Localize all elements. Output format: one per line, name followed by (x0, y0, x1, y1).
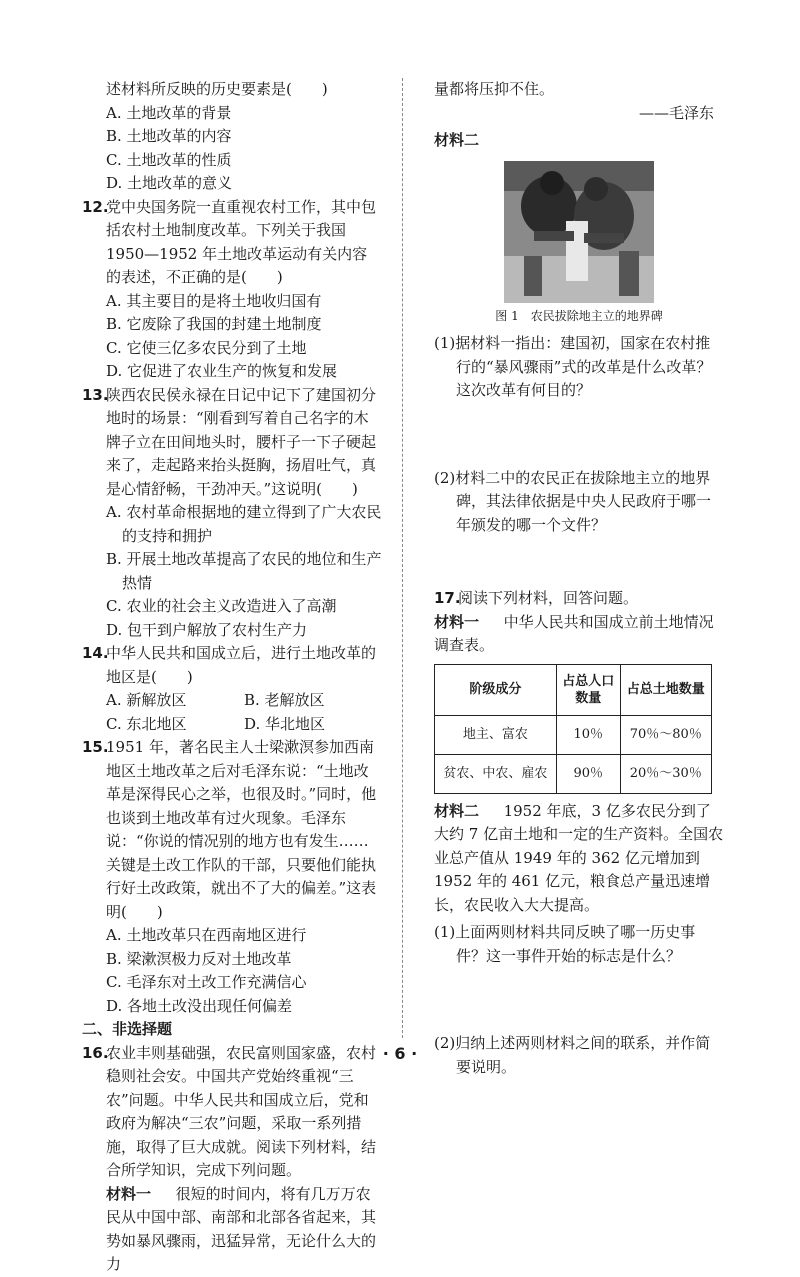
land-survey-table (434, 664, 712, 794)
material-2-label: 材料二 (434, 131, 480, 149)
q11-option-b: B. 土地改革的内容 (106, 127, 232, 145)
page-number: · 6 · (382, 1044, 418, 1063)
q11-option-c: C. 土地改革的性质 (106, 150, 232, 169)
table-cell: 贫农、中农、雇农 (435, 754, 557, 793)
table-row (435, 754, 712, 793)
column-divider (402, 78, 403, 1038)
q14-options-row-2 (82, 713, 382, 737)
material-label: 材料一 (106, 1184, 152, 1203)
q16-subquestion-1: (1)据材料一指出：建国初，国家在农村推行的“暴风骤雨”式的改革是什么改革？这次改革有何目的？ (434, 334, 712, 399)
table-cell: 70％～80％ (620, 715, 711, 754)
question-16 (82, 1042, 382, 1277)
q17-material-1 (434, 611, 724, 658)
left-column (82, 78, 382, 1277)
question-number: 13. (82, 385, 109, 404)
question-15 (82, 736, 382, 924)
question-number: 12. (82, 197, 109, 216)
quote-attribution: ——毛泽东 (638, 103, 714, 122)
question-number: 16. (82, 1043, 109, 1062)
question-stem: 中华人民共和国成立后，进行土地改革的地区是( ) (106, 644, 377, 686)
table-cell: 90％ (556, 754, 620, 793)
question-number: 14. (82, 644, 109, 662)
q11-stem-tail: 述材料所反映的历史要素是( ) (106, 80, 328, 98)
table-header: 占总人口数量 (556, 664, 620, 715)
q13-option-c: C. 农业的社会主义改造进入了高潮 (106, 597, 337, 615)
question-stem: 阅读下列材料，回答问题。 (458, 589, 639, 607)
question-17 (434, 587, 724, 611)
q13-option-a: A. 农村革命根据地的建立得到了广大农民的支持和拥护 (106, 503, 382, 545)
q12-option-b: B. 它废除了我国的封建土地制度 (106, 315, 322, 333)
material-label: 材料二 (434, 801, 480, 820)
question-13 (82, 384, 382, 502)
material-label: 材料一 (434, 612, 480, 631)
q15-option-a: A. 土地改革只在西南地区进行 (106, 926, 307, 944)
q12-option-a: A. 其主要目的是将土地收归国有 (106, 291, 322, 310)
q11-option-d: D. 土地改革的意义 (106, 174, 233, 192)
question-14 (82, 642, 382, 689)
table-cell: 10％ (556, 715, 620, 754)
table-row (435, 715, 712, 754)
photo-illustration (504, 161, 654, 303)
q14-options-row-1 (82, 689, 382, 713)
question-12 (82, 196, 382, 290)
question-number: 15. (82, 738, 109, 756)
table-header-row (435, 664, 712, 715)
material-1 (106, 1183, 382, 1277)
q12-option-c: C. 它使三亿多农民分到了土地 (106, 338, 307, 357)
figure-caption: 图 1 农民拔除地主立的地界碑 (495, 308, 663, 323)
question-stem: 1951 年，著名民主人士梁漱溟参加西南地区土地改革之后对毛泽东说：“土地改革是深得民心之举，也很及时。”同时，他也谈到土地改革有过火现象。毛泽东说：“你说的情况别的地方也有发生……关键是土改工作队的干部，只要他们能执行好土改政策，就出不了大的偏差。”这表明( ) (106, 738, 377, 921)
q14-option-d: D. 华北地区 (244, 714, 326, 733)
q11-option-a: A. 土地改革的背景 (106, 103, 232, 122)
q16-subquestion-2: (2)材料二中的农民正在拔除地主立的地界碑，其法律依据是中央人民政府于哪一年颁发的哪一个文件？ (434, 468, 712, 534)
right-column (434, 78, 724, 1079)
q17-material-2 (434, 800, 724, 918)
table-header: 占总土地数量 (620, 664, 711, 715)
table-cell: 20％～30％ (620, 754, 711, 793)
material-text: 很短的时间内，将有几万万农民从中国中部、南部和北部各省起来，其势如暴风骤雨，迅猛异常，无论什么大的力 (106, 1184, 377, 1273)
q17-subquestion-1: (1)上面两则材料共同反映了哪一历史事件？这一事件开始的标志是什么？ (434, 923, 696, 965)
question-stem: 党中央国务院一直重视农村工作，其中包括农村土地制度改革。下列关于我国 1950—1952 年土地改革运动有关内容的表述，不正确的是( ) (106, 197, 377, 286)
question-stem: 陕西农民侯永禄在日记中记下了建国初分地时的场景：“刚看到写着自己名字的木牌子立在田间地头时，腰杆子一下子硬起来了，走起路来抬头挺胸，扬眉吐气，真是心情舒畅，干劲冲天。”这说明( ) (106, 385, 377, 498)
material-text: 中华人民共和国成立前土地情况调查表。 (434, 612, 714, 654)
q14-option-a: A. 新解放区 (106, 691, 187, 709)
boundary-stone-photo (504, 161, 654, 303)
q17-subquestion-2: (2)归纳上述两则材料之间的联系，并作简要说明。 (434, 1034, 711, 1076)
q15-option-b: B. 梁漱溟极力反对土地改革 (106, 949, 292, 968)
q14-option-c: C. 东北地区 (106, 714, 187, 733)
q13-option-d: D. 包干到户解放了农村生产力 (106, 620, 308, 639)
q14-option-b: B. 老解放区 (244, 691, 325, 709)
section-heading: 二、非选择题 (82, 1020, 173, 1038)
question-stem: 农业丰则基础强，农民富则国家盛，农村稳则社会安。中国共产党始终重视“三农”问题。中华人民共和国成立后，党和政府为解决“三农”问题，采取一系列措施，取得了巨大成就。阅读下列材料，结合所学知识，完成下列问题。 (106, 1043, 377, 1179)
q15-option-d: D. 各地土改没出现任何偏差 (106, 996, 293, 1015)
table-header: 阶级成分 (435, 664, 557, 715)
q12-option-d: D. 它促进了农业生产的恢复和发展 (106, 362, 338, 380)
q16-material-1-continued: 量都将压抑不住。 (434, 80, 555, 98)
q15-option-c: C. 毛泽东对土改工作充满信心 (106, 973, 307, 991)
q13-option-b: B. 开展土地改革提高了农民的地位和生产热情 (106, 550, 382, 592)
table-cell: 地主、富农 (435, 715, 557, 754)
material-text: 1952 年底，3 亿多农民分到了大约 7 亿亩土地和一定的生产资料。全国农业总产值从 1949 年的 362 亿元增加到 1952 年的 461 亿元，粮食总产量迅速增长，农民收入大大提高。 (434, 801, 724, 914)
question-number: 17. (434, 589, 461, 607)
